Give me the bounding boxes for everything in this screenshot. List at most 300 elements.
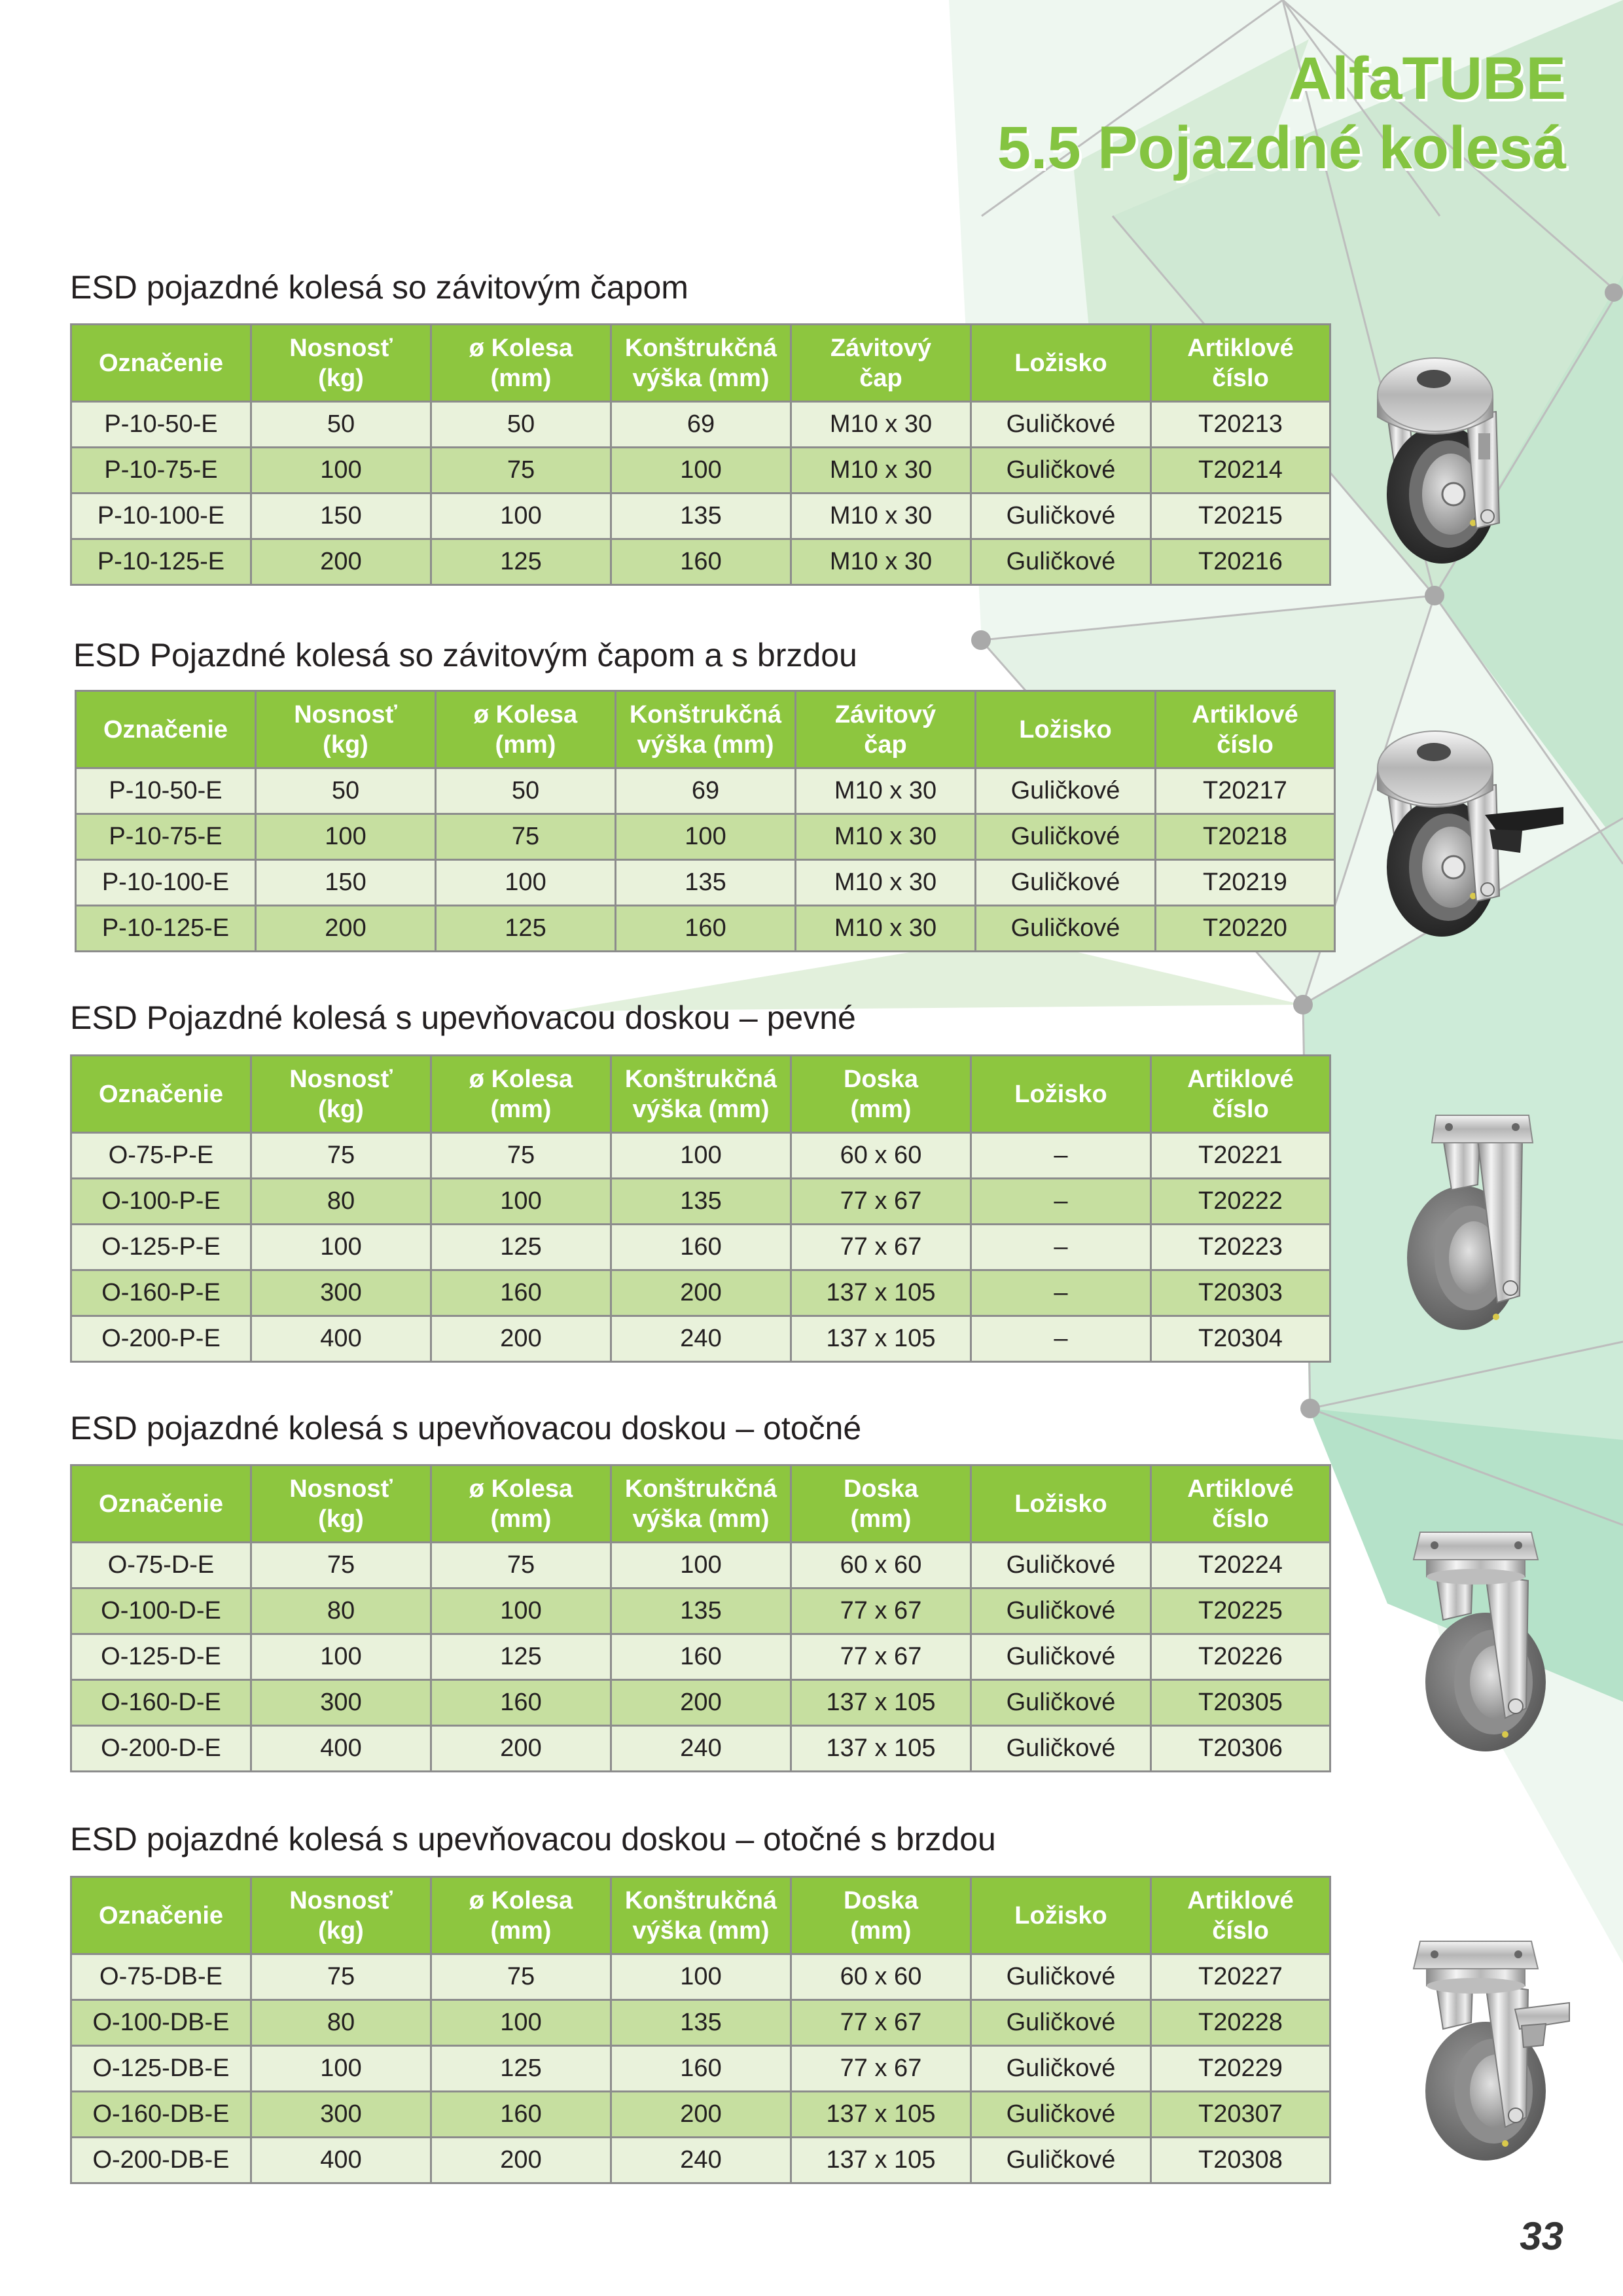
cell-stem-or-plate: M10 x 30	[796, 906, 976, 952]
cell-bearing: Guličkové	[976, 906, 1156, 952]
table-heading-plate-swivel: ESD pojazdné kolesá s upevňovacou doskou – otočné	[70, 1410, 862, 1446]
cell-article-number: T20214	[1151, 448, 1330, 493]
cell-designation: O-100-D-E	[71, 1588, 251, 1634]
cell-article-number: T20213	[1151, 402, 1330, 448]
cell-wheel-diameter: 200	[431, 2138, 611, 2183]
column-header-bearing	[976, 691, 1156, 768]
table-header-row	[71, 325, 1330, 402]
cell-wheel-diameter: 75	[431, 1543, 611, 1588]
column-header-line: výška (mm)	[632, 364, 770, 392]
column-header-line: Závitový	[830, 334, 932, 362]
swivel-caster-threaded-stem-brake-icon	[1368, 725, 1565, 941]
cell-load-capacity: 100	[251, 1225, 431, 1270]
column-header-stem-or-plate	[796, 691, 976, 768]
section-title: 5.5 Pojazdné kolesá	[997, 115, 1566, 181]
cell-article-number: T20307	[1151, 2092, 1330, 2138]
cell-load-capacity: 150	[251, 493, 431, 539]
column-header-line: Nosnosť	[289, 334, 393, 362]
cell-load-capacity: 75	[251, 1543, 431, 1588]
cell-wheel-diameter: 75	[436, 814, 616, 860]
cell-article-number: T20220	[1156, 906, 1335, 952]
cell-wheel-diameter: 75	[431, 448, 611, 493]
column-header-wheel-diameter	[436, 691, 616, 768]
cell-wheel-diameter: 50	[431, 402, 611, 448]
table-row	[76, 814, 1335, 860]
cell-bearing: –	[971, 1316, 1151, 1362]
table-row	[71, 1634, 1330, 1680]
cell-construction-height: 100	[616, 814, 796, 860]
column-header-line: (mm)	[850, 1505, 912, 1533]
cell-designation: O-160-P-E	[71, 1270, 251, 1316]
cell-designation: O-100-DB-E	[71, 2000, 251, 2046]
cell-designation: O-75-DB-E	[71, 1954, 251, 2000]
cell-wheel-diameter: 100	[431, 2000, 611, 2046]
column-header-line: výška (mm)	[637, 730, 774, 759]
cell-load-capacity: 80	[251, 1588, 431, 1634]
cell-article-number: T20222	[1151, 1179, 1330, 1225]
cell-load-capacity: 80	[251, 2000, 431, 2046]
column-header-line: výška (mm)	[632, 1916, 770, 1945]
cell-construction-height: 135	[611, 1179, 791, 1225]
cell-bearing: Guličkové	[971, 493, 1151, 539]
cell-load-capacity: 400	[251, 1316, 431, 1362]
cell-construction-height: 135	[616, 860, 796, 906]
table-row	[71, 448, 1330, 493]
column-header-line: Nosnosť	[289, 1475, 393, 1503]
column-header-line: výška (mm)	[632, 1095, 770, 1123]
cell-article-number: T20308	[1151, 2138, 1330, 2183]
fixed-plate-caster-icon	[1398, 1113, 1555, 1332]
cell-article-number: T20226	[1151, 1634, 1330, 1680]
column-header-line: (mm)	[490, 1505, 552, 1533]
table-row	[71, 1543, 1330, 1588]
cell-bearing: Guličkové	[971, 1634, 1151, 1680]
table-row	[71, 2046, 1330, 2092]
cell-bearing: –	[971, 1225, 1151, 1270]
column-header-load-capacity	[256, 691, 436, 768]
column-header-load-capacity	[251, 1056, 431, 1133]
column-header-line: Ložisko	[1014, 1901, 1107, 1929]
cell-construction-height: 160	[611, 1634, 791, 1680]
cell-bearing: Guličkové	[971, 2000, 1151, 2046]
cell-construction-height: 240	[611, 1316, 791, 1362]
cell-article-number: T20215	[1151, 493, 1330, 539]
column-header-line: (kg)	[318, 1505, 364, 1533]
cell-article-number: T20221	[1151, 1133, 1330, 1179]
column-header-wheel-diameter	[431, 325, 611, 402]
column-header-line: Ložisko	[1014, 1490, 1107, 1518]
column-header-load-capacity	[251, 325, 431, 402]
spec-table-plate-swivel-brake	[70, 1876, 1331, 2184]
cell-bearing: Guličkové	[971, 1588, 1151, 1634]
cell-stem-or-plate: M10 x 30	[796, 768, 976, 814]
table-heading-threaded-stem: ESD pojazdné kolesá so závitovým čapom	[70, 269, 688, 306]
cell-load-capacity: 200	[251, 539, 431, 585]
cell-designation: O-125-D-E	[71, 1634, 251, 1680]
column-header-line: ø Kolesa	[469, 334, 573, 362]
cell-article-number: T20224	[1151, 1543, 1330, 1588]
column-header-line: (mm)	[850, 1916, 912, 1945]
cell-wheel-diameter: 125	[431, 1634, 611, 1680]
cell-article-number: T20305	[1151, 1680, 1330, 1726]
brand-title: AlfaTUBE	[1288, 45, 1566, 112]
column-header-designation	[71, 1877, 251, 1954]
cell-construction-height: 240	[611, 2138, 791, 2183]
cell-designation: P-10-125-E	[71, 539, 251, 585]
cell-bearing: Guličkové	[971, 402, 1151, 448]
column-header-line: Doska	[843, 1475, 919, 1503]
cell-wheel-diameter: 100	[431, 1588, 611, 1634]
cell-wheel-diameter: 100	[436, 860, 616, 906]
column-header-designation	[71, 1056, 251, 1133]
cell-article-number: T20306	[1151, 1726, 1330, 1772]
cell-bearing: –	[971, 1270, 1151, 1316]
cell-stem-or-plate: 77 x 67	[791, 1225, 971, 1270]
column-header-line: číslo	[1212, 364, 1269, 392]
column-header-article-number	[1156, 691, 1335, 768]
table-row	[71, 1225, 1330, 1270]
table-row	[71, 1270, 1330, 1316]
cell-designation: O-160-DB-E	[71, 2092, 251, 2138]
column-header-bearing	[971, 325, 1151, 402]
table-heading-plate-fixed: ESD Pojazdné kolesá s upevňovacou doskou – pevné	[70, 999, 856, 1036]
swivel-caster-threaded-stem-icon	[1368, 351, 1558, 567]
cell-wheel-diameter: 75	[431, 1133, 611, 1179]
cell-stem-or-plate: M10 x 30	[791, 402, 971, 448]
cell-bearing: –	[971, 1179, 1151, 1225]
column-header-line: Artiklové	[1187, 334, 1294, 362]
column-header-line: Nosnosť	[289, 1886, 393, 1914]
cell-wheel-diameter: 160	[431, 2092, 611, 2138]
cell-designation: O-75-D-E	[71, 1543, 251, 1588]
page-title	[997, 44, 1566, 183]
cell-stem-or-plate: M10 x 30	[791, 493, 971, 539]
cell-construction-height: 200	[611, 2092, 791, 2138]
cell-load-capacity: 400	[251, 1726, 431, 1772]
cell-designation: O-125-P-E	[71, 1225, 251, 1270]
cell-designation: O-125-DB-E	[71, 2046, 251, 2092]
column-header-line: Ložisko	[1014, 349, 1107, 377]
cell-stem-or-plate: 77 x 67	[791, 2000, 971, 2046]
column-header-line: Artiklové	[1187, 1475, 1294, 1503]
column-header-line: Ložisko	[1019, 715, 1112, 744]
cell-bearing: –	[971, 1133, 1151, 1179]
cell-article-number: T20304	[1151, 1316, 1330, 1362]
table-row	[71, 2092, 1330, 2138]
column-header-load-capacity	[251, 1465, 431, 1543]
column-header-load-capacity	[251, 1877, 431, 1954]
cell-load-capacity: 75	[251, 1954, 431, 2000]
cell-stem-or-plate: M10 x 30	[796, 860, 976, 906]
cell-stem-or-plate: 137 x 105	[791, 1726, 971, 1772]
column-header-line: (mm)	[490, 1916, 552, 1945]
cell-article-number: T20229	[1151, 2046, 1330, 2092]
column-header-line: (kg)	[323, 730, 368, 759]
cell-article-number: T20227	[1151, 1954, 1330, 2000]
cell-construction-height: 69	[616, 768, 796, 814]
table-header-row	[71, 1877, 1330, 1954]
spec-table-plate-swivel	[70, 1464, 1331, 1772]
cell-construction-height: 160	[611, 1225, 791, 1270]
cell-load-capacity: 100	[251, 448, 431, 493]
column-header-line: číslo	[1212, 1916, 1269, 1945]
column-header-line: Konštrukčná	[624, 1886, 777, 1914]
table-row	[76, 860, 1335, 906]
table-row	[71, 1954, 1330, 2000]
cell-bearing: Guličkové	[971, 448, 1151, 493]
cell-load-capacity: 300	[251, 1270, 431, 1316]
cell-wheel-diameter: 75	[431, 1954, 611, 2000]
table-header-row	[71, 1056, 1330, 1133]
column-header-line: číslo	[1212, 1095, 1269, 1123]
column-header-construction-height	[611, 1056, 791, 1133]
column-header-line: Nosnosť	[289, 1065, 393, 1093]
cell-designation: O-100-P-E	[71, 1179, 251, 1225]
cell-construction-height: 135	[611, 1588, 791, 1634]
cell-construction-height: 100	[611, 1133, 791, 1179]
column-header-designation	[76, 691, 256, 768]
cell-load-capacity: 400	[251, 2138, 431, 2183]
column-header-line: (mm)	[490, 364, 552, 392]
cell-article-number: T20228	[1151, 2000, 1330, 2046]
cell-construction-height: 200	[611, 1680, 791, 1726]
column-header-line: ø Kolesa	[473, 700, 578, 728]
column-header-article-number	[1151, 1056, 1330, 1133]
cell-load-capacity: 300	[251, 1680, 431, 1726]
table-row	[71, 1316, 1330, 1362]
cell-load-capacity: 50	[256, 768, 436, 814]
cell-designation: O-160-D-E	[71, 1680, 251, 1726]
column-header-article-number	[1151, 1465, 1330, 1543]
swivel-plate-caster-icon	[1374, 1528, 1571, 1754]
cell-construction-height: 135	[611, 2000, 791, 2046]
column-header-line: (kg)	[318, 364, 364, 392]
cell-stem-or-plate: 137 x 105	[791, 2092, 971, 2138]
cell-designation: P-10-50-E	[76, 768, 256, 814]
column-header-construction-height	[611, 1877, 791, 1954]
table-row	[76, 906, 1335, 952]
cell-load-capacity: 100	[256, 814, 436, 860]
cell-construction-height: 160	[616, 906, 796, 952]
spec-table-threaded-stem-brake	[75, 690, 1336, 952]
column-header-line: Označenie	[98, 1080, 224, 1108]
cell-article-number: T20219	[1156, 860, 1335, 906]
column-header-stem-or-plate	[791, 1465, 971, 1543]
column-header-line: číslo	[1212, 1505, 1269, 1533]
column-header-article-number	[1151, 325, 1330, 402]
cell-article-number: T20217	[1156, 768, 1335, 814]
cell-bearing: Guličkové	[971, 2092, 1151, 2138]
cell-bearing: Guličkové	[971, 1726, 1151, 1772]
column-header-stem-or-plate	[791, 1877, 971, 1954]
cell-construction-height: 100	[611, 448, 791, 493]
column-header-construction-height	[611, 1465, 791, 1543]
cell-bearing: Guličkové	[976, 768, 1156, 814]
cell-load-capacity: 300	[251, 2092, 431, 2138]
column-header-line: (mm)	[495, 730, 556, 759]
column-header-wheel-diameter	[431, 1877, 611, 1954]
cell-bearing: Guličkové	[971, 2138, 1151, 2183]
cell-construction-height: 135	[611, 493, 791, 539]
table-row	[71, 402, 1330, 448]
table-row	[76, 768, 1335, 814]
table-row	[71, 1133, 1330, 1179]
cell-load-capacity: 100	[251, 2046, 431, 2092]
column-header-line: Konštrukčná	[624, 1475, 777, 1503]
column-header-line: číslo	[1217, 730, 1274, 759]
cell-designation: P-10-100-E	[71, 493, 251, 539]
cell-bearing: Guličkové	[971, 539, 1151, 585]
column-header-wheel-diameter	[431, 1056, 611, 1133]
swivel-plate-caster-brake-icon	[1374, 1937, 1571, 2163]
table-row	[71, 1680, 1330, 1726]
cell-wheel-diameter: 125	[431, 539, 611, 585]
column-header-stem-or-plate	[791, 325, 971, 402]
column-header-stem-or-plate	[791, 1056, 971, 1133]
column-header-line: Doska	[843, 1065, 919, 1093]
cell-bearing: Guličkové	[976, 860, 1156, 906]
column-header-line: Artiklové	[1187, 1886, 1294, 1914]
column-header-line: Artiklové	[1187, 1065, 1294, 1093]
cell-wheel-diameter: 160	[431, 1680, 611, 1726]
table-row	[71, 1179, 1330, 1225]
column-header-line: Doska	[843, 1886, 919, 1914]
cell-wheel-diameter: 100	[431, 1179, 611, 1225]
table-header-row	[71, 1465, 1330, 1543]
cell-designation: P-10-50-E	[71, 402, 251, 448]
cell-designation: P-10-75-E	[71, 448, 251, 493]
column-header-line: Závitový	[834, 700, 936, 728]
cell-load-capacity: 200	[256, 906, 436, 952]
cell-designation: O-200-DB-E	[71, 2138, 251, 2183]
cell-stem-or-plate: 137 x 105	[791, 1270, 971, 1316]
cell-load-capacity: 150	[256, 860, 436, 906]
page-number: 33	[1520, 2214, 1563, 2258]
cell-bearing: Guličkové	[976, 814, 1156, 860]
column-header-wheel-diameter	[431, 1465, 611, 1543]
cell-load-capacity: 100	[251, 1634, 431, 1680]
cell-bearing: Guličkové	[971, 1680, 1151, 1726]
cell-stem-or-plate: 137 x 105	[791, 1680, 971, 1726]
table-heading-threaded-stem-brake: ESD Pojazdné kolesá so závitovým čapom a s brzdou	[73, 637, 857, 673]
cell-construction-height: 69	[611, 402, 791, 448]
cell-wheel-diameter: 100	[431, 493, 611, 539]
column-header-bearing	[971, 1877, 1151, 1954]
cell-stem-or-plate: M10 x 30	[791, 448, 971, 493]
column-header-line: Označenie	[98, 1901, 224, 1929]
cell-construction-height: 160	[611, 2046, 791, 2092]
cell-designation: O-200-D-E	[71, 1726, 251, 1772]
cell-stem-or-plate: 137 x 105	[791, 2138, 971, 2183]
cell-designation: P-10-75-E	[76, 814, 256, 860]
column-header-line: Označenie	[98, 1490, 224, 1518]
cell-stem-or-plate: 77 x 67	[791, 1179, 971, 1225]
table-row	[71, 493, 1330, 539]
column-header-bearing	[971, 1465, 1151, 1543]
cell-article-number: T20225	[1151, 1588, 1330, 1634]
cell-bearing: Guličkové	[971, 1954, 1151, 2000]
column-header-designation	[71, 325, 251, 402]
cell-stem-or-plate: M10 x 30	[791, 539, 971, 585]
column-header-construction-height	[616, 691, 796, 768]
cell-designation: O-200-P-E	[71, 1316, 251, 1362]
column-header-line: Konštrukčná	[624, 334, 777, 362]
table-row	[71, 539, 1330, 585]
column-header-line: (mm)	[490, 1095, 552, 1123]
cell-wheel-diameter: 160	[431, 1270, 611, 1316]
cell-stem-or-plate: 77 x 67	[791, 1634, 971, 1680]
column-header-line: Označenie	[98, 349, 224, 377]
cell-stem-or-plate: 60 x 60	[791, 1543, 971, 1588]
cell-wheel-diameter: 50	[436, 768, 616, 814]
column-header-line: čap	[859, 364, 902, 392]
cell-wheel-diameter: 125	[436, 906, 616, 952]
column-header-line: Konštrukčná	[624, 1065, 777, 1093]
cell-bearing: Guličkové	[971, 2046, 1151, 2092]
table-row	[71, 1588, 1330, 1634]
cell-construction-height: 100	[611, 1543, 791, 1588]
cell-stem-or-plate: 137 x 105	[791, 1316, 971, 1362]
column-header-line: Konštrukčná	[629, 700, 782, 728]
column-header-line: (mm)	[850, 1095, 912, 1123]
column-header-line: čap	[864, 730, 907, 759]
column-header-line: ø Kolesa	[469, 1065, 573, 1093]
cell-article-number: T20303	[1151, 1270, 1330, 1316]
column-header-designation	[71, 1465, 251, 1543]
cell-stem-or-plate: 77 x 67	[791, 1588, 971, 1634]
column-header-line: (kg)	[318, 1916, 364, 1945]
column-header-article-number	[1151, 1877, 1330, 1954]
cell-construction-height: 160	[611, 539, 791, 585]
table-row	[71, 2138, 1330, 2183]
cell-stem-or-plate: 60 x 60	[791, 1954, 971, 2000]
cell-wheel-diameter: 125	[431, 2046, 611, 2092]
column-header-line: Ložisko	[1014, 1080, 1107, 1108]
cell-stem-or-plate: 60 x 60	[791, 1133, 971, 1179]
cell-article-number: T20216	[1151, 539, 1330, 585]
cell-wheel-diameter: 125	[431, 1225, 611, 1270]
cell-load-capacity: 80	[251, 1179, 431, 1225]
cell-load-capacity: 50	[251, 402, 431, 448]
column-header-line: výška (mm)	[632, 1505, 770, 1533]
cell-load-capacity: 75	[251, 1133, 431, 1179]
cell-wheel-diameter: 200	[431, 1726, 611, 1772]
column-header-line: Nosnosť	[294, 700, 397, 728]
cell-wheel-diameter: 200	[431, 1316, 611, 1362]
cell-construction-height: 100	[611, 1954, 791, 2000]
column-header-bearing	[971, 1056, 1151, 1133]
cell-bearing: Guličkové	[971, 1543, 1151, 1588]
column-header-line: ø Kolesa	[469, 1886, 573, 1914]
table-header-row	[76, 691, 1335, 768]
table-row	[71, 1726, 1330, 1772]
cell-stem-or-plate: 77 x 67	[791, 2046, 971, 2092]
table-heading-plate-swivel-brake: ESD pojazdné kolesá s upevňovacou doskou – otočné s brzdou	[70, 1821, 996, 1857]
cell-article-number: T20218	[1156, 814, 1335, 860]
cell-construction-height: 200	[611, 1270, 791, 1316]
column-header-line: ø Kolesa	[469, 1475, 573, 1503]
cell-designation: P-10-125-E	[76, 906, 256, 952]
cell-construction-height: 240	[611, 1726, 791, 1772]
spec-table-threaded-stem	[70, 323, 1331, 586]
column-header-line: Označenie	[103, 715, 228, 744]
column-header-line: Artiklové	[1192, 700, 1298, 728]
cell-stem-or-plate: M10 x 30	[796, 814, 976, 860]
column-header-construction-height	[611, 325, 791, 402]
table-row	[71, 2000, 1330, 2046]
spec-table-plate-fixed	[70, 1054, 1331, 1363]
column-header-line: (kg)	[318, 1095, 364, 1123]
